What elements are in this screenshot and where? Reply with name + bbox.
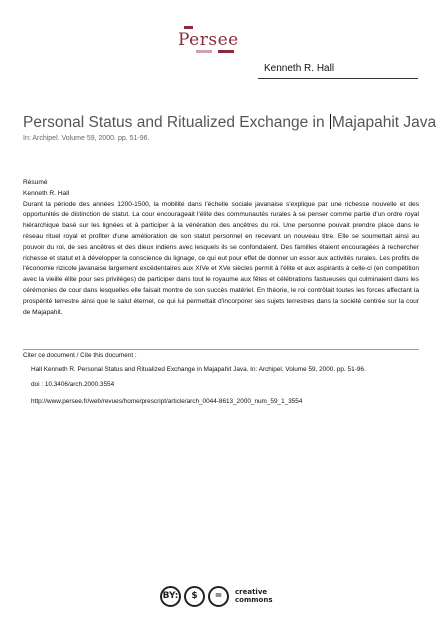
abstract-section — [23, 178, 419, 318]
persee-logo — [178, 26, 258, 56]
abstract-author: Kenneth R. Hall — [23, 189, 70, 197]
article-citation: In: Archipel. Volume 59, 2000. pp. 51-96. — [23, 135, 150, 142]
cc-wordmark-line2: commons — [235, 596, 273, 604]
cite-url[interactable]: http://www.persee.fr/web/revues/home/prescript/article/arch_0044-8613_2000_num_59_1_3554 — [31, 398, 303, 405]
cc-wordmark — [235, 588, 273, 604]
cc-noderivs-icon: = — [208, 586, 229, 607]
cite-doi[interactable]: doi : 10.3406/arch.2000.3554 — [31, 381, 115, 388]
logo-text: Persee — [178, 30, 239, 50]
cc-by-icon: BY: — [160, 586, 181, 607]
cc-wordmark-line1: creative — [235, 588, 268, 596]
cc-noncommercial-icon: $ — [184, 586, 205, 607]
header-divider — [258, 78, 418, 79]
abstract-text: Durant la période des années 1200-1500, la mobilité dans l'échelle sociale javanaise s'explique par une richesse nouvelle et des opportunités de distinction de statut. La cour encourageait l'élite des communautés rurales à se penser comme partie d'un ordre royal hiérarchique basé sur les lignées et à participer à la vénération des ancêtres du roi. Une personne pouvait prendre place dans le réseau rituel royal et profiter d'une amélioration de son statut personnel en recevant un nouveau titre. Elle se soumettait ainsi au pouvoir du roi, de ses ancêtres et des dieux indiens avec lesquels ils se confondaient. Des familles étaient encouragées à rechercher richesse et statut et à développer la conscience du lignage, ce qui eut pour effet de donner un essor aux activités rurales. Les profits de l'économie rizicole javanaise largement excédentaires aux XIVe et XVe siècles permit à l'élite et aux aspirants à celle-ci (en compétition avec la vieille élite pour ses privilèges) de participer dans tout le royaume aux fêtes et célébrations fastueuses qui culminaient dans les cérémonies de cour dans lesquelles elle faisait montre de son succès matériel. En théorie, le roi contrôlait toutes les forces affectant la prospérité terrestre ainsi que le salut éternel, ce qui lui permettait d'incorporer ses sujets terrestres dans la société centrée sur la cour de Majapahit. — [23, 200, 419, 316]
header-author: Kenneth R. Hall — [264, 63, 335, 74]
abstract-heading: Résumé — [23, 179, 48, 186]
title-text-part2: Majapahit Java — [331, 114, 437, 131]
logo-underline-dark — [218, 50, 234, 53]
creative-commons-badge[interactable] — [160, 584, 300, 610]
text-cursor — [330, 114, 331, 129]
logo-accent-mark — [184, 26, 193, 29]
article-title — [23, 114, 437, 132]
cite-divider — [23, 349, 419, 350]
title-text-part1: Personal Status and Ritualized Exchange in — [23, 114, 329, 131]
cite-reference: Hall Kenneth R. Personal Status and Ritualized Exchange in Majapahit Java. In: Archipel. Volume 59, 2000. pp. 51-96. — [31, 366, 366, 373]
cite-label: Citer ce document / Cite this document : — [23, 352, 137, 359]
logo-underline-light — [196, 50, 212, 53]
